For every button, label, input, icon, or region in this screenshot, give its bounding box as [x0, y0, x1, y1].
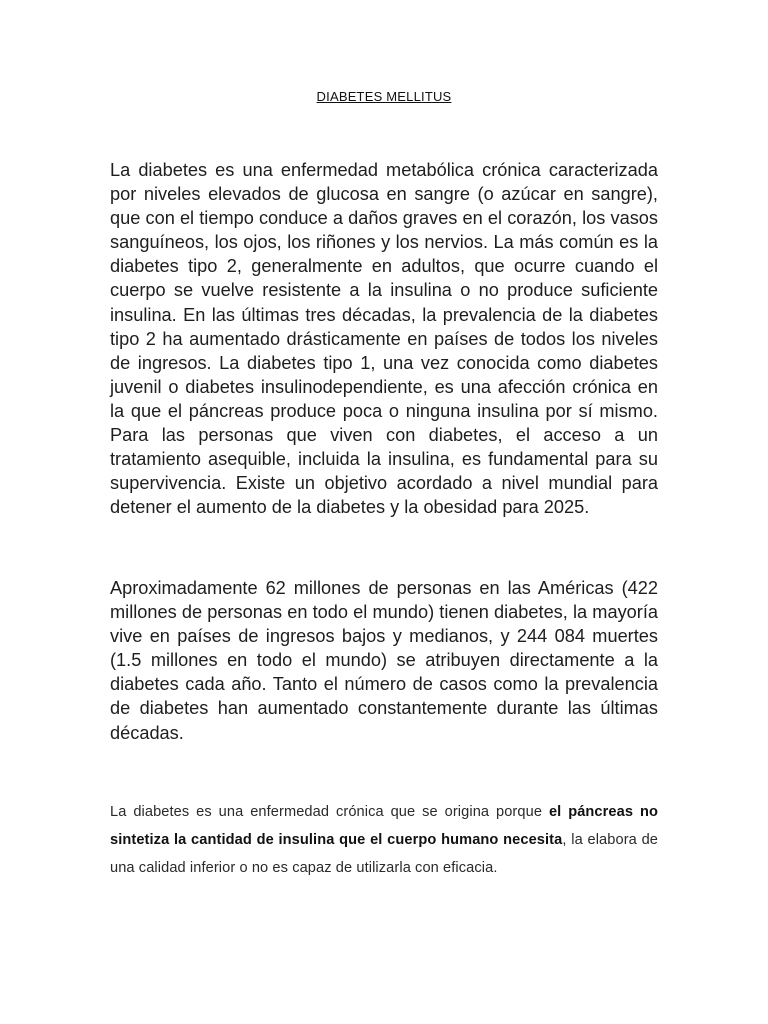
paragraph-definition-short — [110, 799, 658, 882]
paragraph-definition-long: La diabetes es una enfermedad metabólica crónica caracterizada por niveles elevados de glucosa en sangre (o azúcar en sangre), que con el tiempo conduce a daños graves en el corazón, los vasos sanguíneos, los ojos, los riñones y los nervios. La más común es la diabetes tipo 2, generalmente en adultos, que ocurre cuando el cuerpo se vuelve resistente a la insulina o no produce suficiente insulina. En las últimas tres décadas, la prevalencia de la diabetes tipo 2 ha aumentado drásticamente en países de todos los niveles de ingresos. La diabetes tipo 1, una vez conocida como diabetes juvenil o diabetes insulinodependiente, es una afección crónica en la que el páncreas produce poca o ninguna insulina por sí mismo. Para las personas que viven con diabetes, el acceso a un tratamiento asequible, incluida la insulina, es fundamental para su supervivencia. Existe un objetivo acordado a nivel mundial para detener el aumento de la diabetes y la obesidad para 2025. — [110, 160, 658, 518]
document-title: DIABETES MELLITUS — [316, 89, 452, 104]
paragraph-statistics: Aproximadamente 62 millones de personas en las Américas (422 millones de personas en todo el mundo) tienen diabetes, la mayoría vive en países de ingresos bajos y medianos, y 244 084 muertes (1.5 millones en todo el mundo) se atribuyen directamente a la diabetes cada año. Tanto el número de casos como la prevalencia de diabetes han aumentado constantemente durante las últimas décadas. — [110, 578, 658, 743]
definition-text-bold: el páncreas no sintetiza la cantidad de insulina que el cuerpo humano necesita — [110, 804, 658, 848]
definition-text-after: , la elabora de una calidad inferior o no es capaz de utilizarla con eficacia. — [110, 831, 659, 876]
definition-text-before: La diabetes es una enfermedad crónica que se origina porque — [110, 804, 549, 820]
